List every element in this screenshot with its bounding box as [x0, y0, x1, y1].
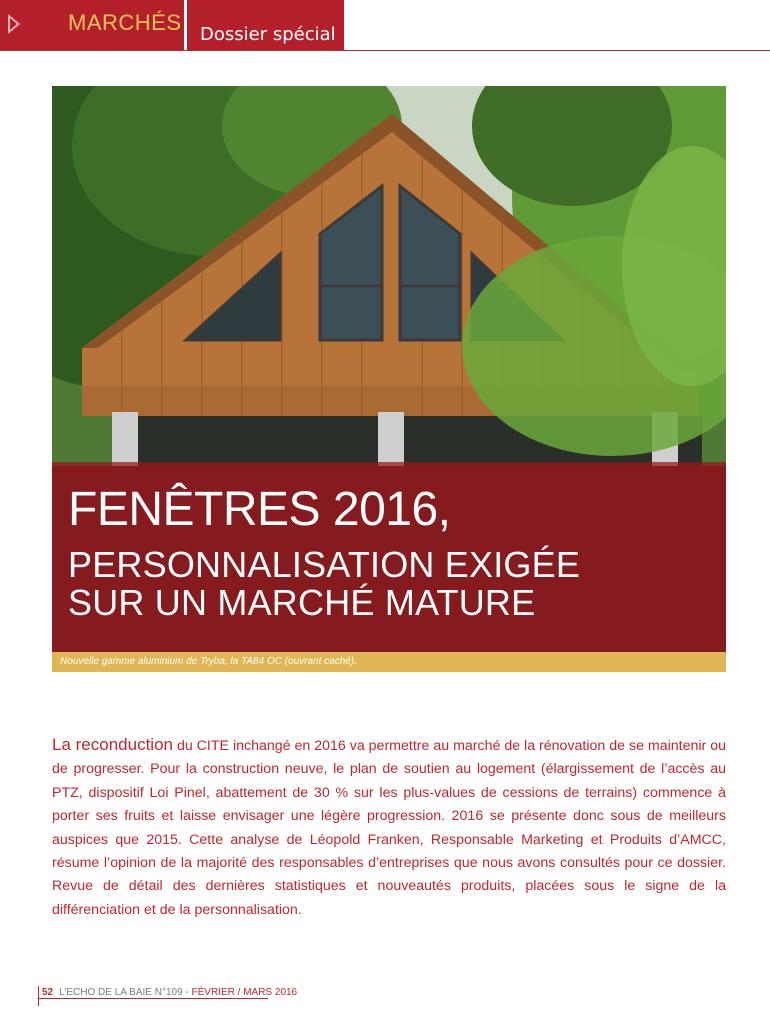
page-footer	[42, 987, 297, 998]
page-number: 52	[42, 987, 54, 998]
section-label: MARCHÉS	[68, 10, 182, 35]
section-header-tab	[0, 0, 344, 50]
magazine-name: L’ECHO DE LA BAIE N°109	[59, 987, 183, 998]
footer-vertical-rule	[38, 986, 39, 1006]
lede-paragraph	[52, 733, 726, 922]
section-kicker: Dossier spécial	[200, 24, 336, 45]
photo-caption: Nouvelle gamme aluminium de Tryba, la TA84 OC (ouvrant caché).	[60, 656, 357, 667]
article-title: FENÊTRES 2016,	[68, 483, 451, 536]
article-subtitle	[68, 546, 580, 622]
lede-lead-in: La reconduction	[52, 735, 173, 754]
header-divider	[184, 0, 187, 50]
subtitle-line-1: PERSONNALISATION EXIGÉE	[68, 544, 581, 585]
lede-body: du CITE inchangé en 2016 va permettre au marché de la rénovation de se maintenir ou de progresser. Pour la construction neuve, le plan de soutien au logement (élargissement de l’accès au PTZ, dispositif Loi Pinel, abattement de 30 % sur les plus-values de cessions de terrains) commence à porter ses fruits et laisse envisager une légère progression. 2016 se présente donc sous de meilleurs auspices que 2015. Cette analyse de Léopold Franken, Responsable Marketing et Produits d’AMCC, résume l’opinion de la majorité des responsables d’entreprises que nous avons consultés pour ce dossier. Revue de détail des dernières statistiques et nouveautés produits, placées sous le signe de la différenciation et de la personnalisation.	[52, 738, 727, 918]
hero-photo	[52, 86, 726, 652]
triangle-arrow-icon	[8, 14, 20, 34]
footer-rule	[38, 998, 268, 999]
subtitle-line-2: SUR UN MARCHÉ MATURE	[68, 582, 536, 624]
footer-separator: -	[182, 987, 192, 998]
header-rule	[0, 50, 770, 51]
photo-caption-bar	[52, 652, 726, 672]
issue-date: FÉVRIER / MARS 2016	[191, 987, 298, 998]
